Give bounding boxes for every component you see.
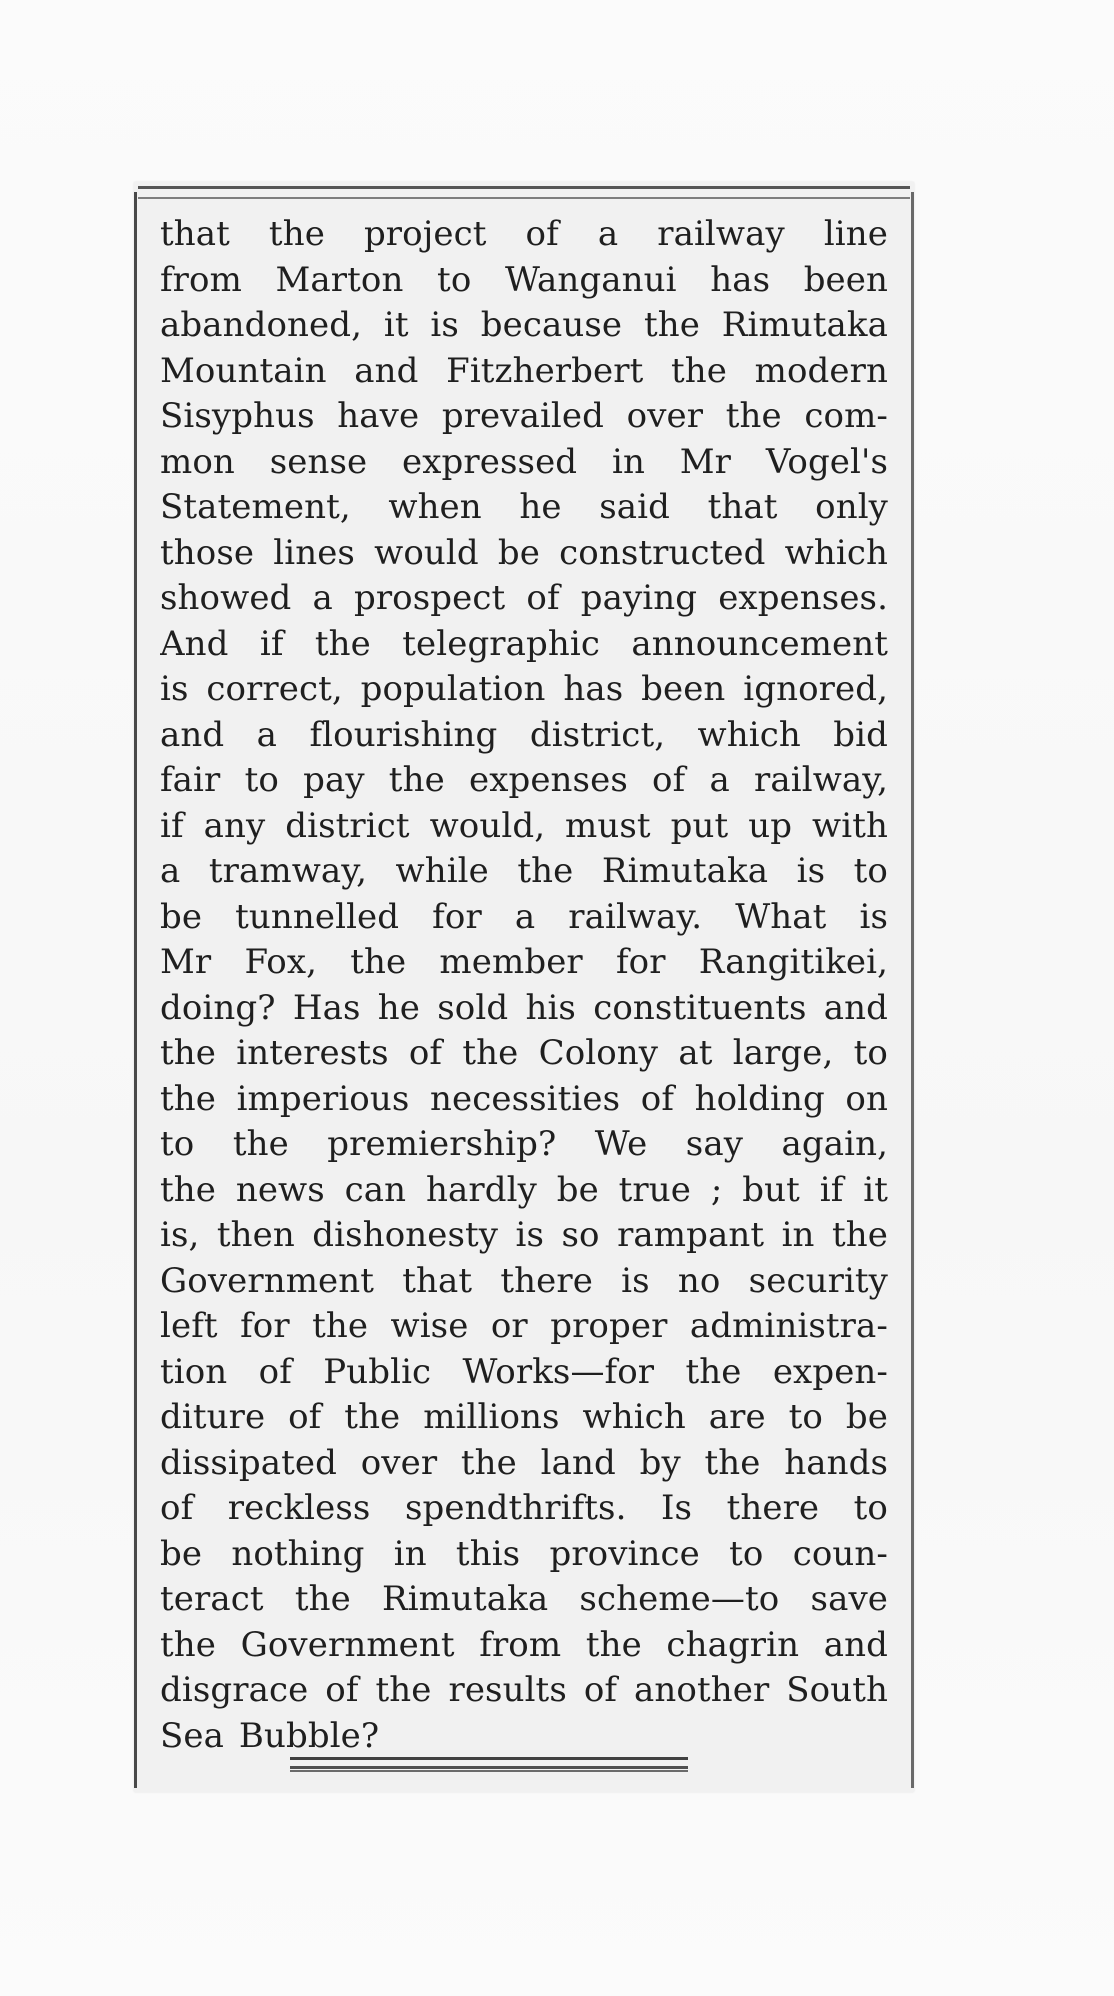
article-line: be tunnelled for a railway. What is xyxy=(160,896,888,937)
right-column-rule xyxy=(911,192,914,1788)
article-line: doing? Has he sold his constituents and xyxy=(160,987,888,1028)
article-line: is, then dishonesty is so rampant in the xyxy=(160,1215,888,1255)
article-line: Mr Fox, the member for Rangitikei, xyxy=(160,942,888,982)
article-line: abandoned, it is because the Rimutaka xyxy=(160,305,888,345)
article-line: and a flourishing district, which bid xyxy=(160,714,888,755)
newspaper-clipping xyxy=(134,182,914,1792)
top-rule xyxy=(138,186,910,199)
article-line: Sea Bubble? xyxy=(160,1715,380,1756)
article-line: is correct, population has been ignored, xyxy=(160,669,888,709)
article-line: Statement, when he said that only xyxy=(160,487,888,527)
article-line: mon sense expressed in Mr Vogel's xyxy=(160,441,888,482)
article-line: the interests of the Colony at large, to xyxy=(160,1033,888,1073)
article-line: a tramway, while the Rimutaka is to xyxy=(160,851,888,891)
article-line: those lines would be constructed which xyxy=(160,532,888,573)
article-line: disgrace of the results of another South xyxy=(160,1670,888,1710)
bottom-rule xyxy=(290,1757,688,1769)
article-line: fair to pay the expenses of a railway, xyxy=(160,760,888,800)
article-line: tion of Public Works—for the expen- xyxy=(160,1351,888,1392)
article-line: Mountain and Fitzherbert the modern xyxy=(160,350,888,391)
article-line: the Government from the chagrin and xyxy=(160,1624,888,1665)
article-line: of reckless spendthrifts. Is there to xyxy=(160,1488,888,1528)
left-column-rule xyxy=(134,192,137,1788)
article-line: to the premiership? We say again, xyxy=(160,1124,888,1164)
article-line: be nothing in this province to coun- xyxy=(160,1533,888,1574)
article-line: Sisyphus have prevailed over the com- xyxy=(160,396,888,436)
article-line: that the project of a railway line xyxy=(160,214,888,254)
article-line: left for the wise or proper administra- xyxy=(160,1306,888,1346)
article-line: diture of the millions which are to be xyxy=(160,1397,888,1437)
bottom-rule-thin xyxy=(290,1770,688,1772)
article-line: if any district would, must put up with xyxy=(160,805,888,846)
article-line: And if the telegraphic announcement xyxy=(160,623,888,664)
article-line: teract the Rimutaka scheme—to save xyxy=(160,1579,888,1619)
article-line: showed a prospect of paying expenses. xyxy=(160,578,888,618)
article-line: the news can hardly be true ; but if it xyxy=(160,1169,888,1210)
article-line: from Marton to Wanganui has been xyxy=(160,259,888,300)
article-line: the imperious necessities of holding on xyxy=(160,1078,888,1119)
article-line: Government that there is no security xyxy=(160,1260,888,1301)
article-line: dissipated over the land by the hands xyxy=(160,1442,888,1483)
article-text xyxy=(160,212,888,1756)
